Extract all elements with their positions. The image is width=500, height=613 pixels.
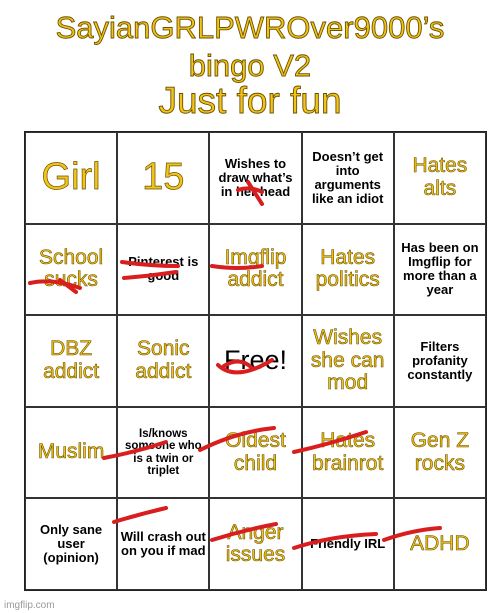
cell-text: Sonic addict [135, 337, 192, 383]
cell-text: Gen Z rocks [410, 428, 470, 475]
bingo-cell [302, 315, 394, 407]
cell-text: Hates brainrot [312, 428, 384, 475]
bingo-cell [302, 407, 394, 499]
bingo-cell [209, 132, 301, 224]
imgflip-watermark: imgflip.com [4, 600, 55, 611]
bingo-cell [25, 498, 117, 590]
bingo-cell [117, 315, 209, 407]
bingo-cell [25, 224, 117, 316]
bingo-cell [117, 224, 209, 316]
cell-text: Oldest child [225, 428, 286, 475]
bingo-cell [25, 315, 117, 407]
free-space-cell [209, 315, 301, 407]
cell-text: Wishes she can mod [310, 325, 385, 395]
cell-text: Hates alts [412, 154, 468, 200]
cell-text: Will crash out on you if mad [120, 529, 206, 559]
bingo-cell [117, 132, 209, 224]
cell-text: Anger issues [225, 520, 286, 567]
cell-text: DBZ addict [43, 337, 100, 383]
bingo-cell [25, 132, 117, 224]
cell-text: Doesn’t get into arguments like an idiot [311, 148, 384, 206]
cell-text: Girl [41, 156, 101, 199]
bingo-cell [394, 132, 486, 224]
bingo-cell [25, 407, 117, 499]
cell-text: Imgflip addict [224, 245, 287, 292]
cell-text: Friendly IRL [310, 536, 386, 552]
cell-text: Filters profanity constantly [407, 338, 473, 382]
bingo-cell [394, 407, 486, 499]
title-line-1: SayianGRLPWROver9000’s [55, 10, 445, 45]
cell-text: Wishes to draw what’s in her head [218, 155, 293, 199]
bingo-cell [302, 224, 394, 316]
bingo-board [24, 131, 487, 591]
cell-text: Only sane user (opinion) [40, 522, 103, 566]
cell-text: Is/knows someone who is a twin or triplet [124, 427, 202, 477]
title-line-3: Just for fun [158, 80, 342, 121]
bingo-cell [394, 224, 486, 316]
bingo-cell [209, 407, 301, 499]
cell-text: Hates politics [315, 245, 380, 292]
cell-text: ADHD [410, 531, 470, 555]
bingo-cell [117, 498, 209, 590]
bingo-cell [302, 498, 394, 590]
bingo-cell [394, 315, 486, 407]
free-space-text: Free! [223, 345, 287, 376]
cell-text: Pinterest is good [128, 254, 199, 284]
cell-text: Has been on Imgflip for more than a year [401, 240, 479, 298]
bingo-cell [117, 407, 209, 499]
bingo-cell [209, 498, 301, 590]
bingo-cell [394, 498, 486, 590]
bingo-cell [302, 132, 394, 224]
title-line-2: bingo V2 [188, 48, 312, 83]
cell-text: 15 [142, 156, 185, 199]
cell-text: Muslim [37, 440, 105, 464]
cell-text: School sucks [38, 245, 104, 292]
bingo-cell [209, 224, 301, 316]
